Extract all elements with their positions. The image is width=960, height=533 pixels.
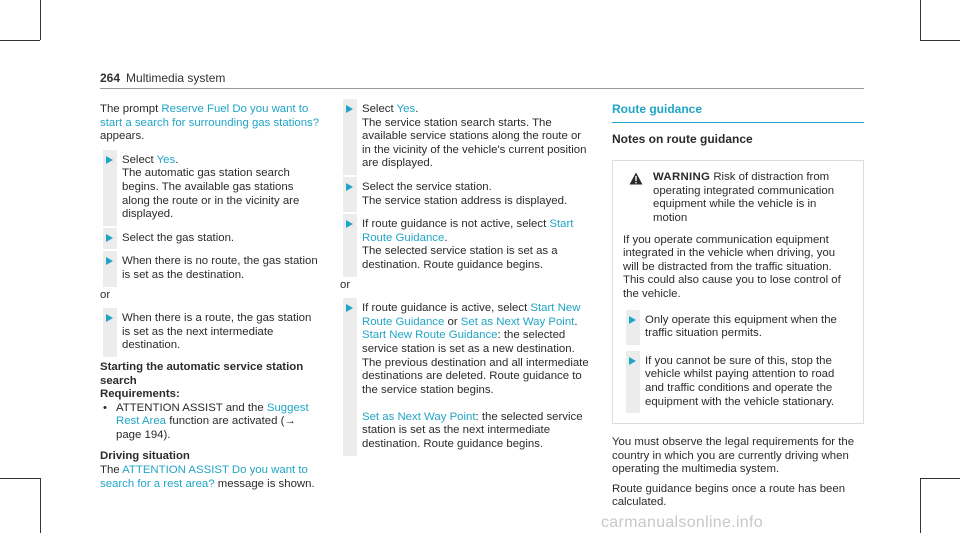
text: Select <box>122 153 157 166</box>
display-message: Reserve Fuel Do you want to start a search for surrounding gas stations? <box>100 103 320 129</box>
display-option: Start Route Guidance <box>362 218 574 244</box>
arrow-right-icon <box>346 304 353 312</box>
instruction-step <box>100 255 322 282</box>
text: appears. <box>100 130 145 143</box>
text: function are activated (→ page 194). <box>116 415 296 441</box>
text: If route guidance is active, select <box>362 302 531 315</box>
intro-paragraph <box>100 103 322 144</box>
arrow-right-icon <box>106 314 113 322</box>
body-paragraph: You must observe the legal requirements for the country in which you are currently driving when operating the multimedia system. <box>612 436 855 476</box>
subsection-heading: Notes on route guidance <box>612 131 753 146</box>
instruction-step <box>340 181 592 208</box>
page-header <box>100 71 225 85</box>
crop-mark <box>920 40 960 41</box>
option-description: : the selected service station is set as the next intermediate destination. Route guidance begins. <box>362 410 583 451</box>
instruction-step <box>100 154 322 222</box>
section-heading: Route guidance <box>612 103 864 123</box>
text: . <box>574 315 578 328</box>
display-option: Start New Route Guidance <box>362 302 581 328</box>
display-option: Set as Next Way Point <box>460 315 575 328</box>
display-option: Start New Route Guidance <box>362 329 498 342</box>
text: Select the gas station. <box>122 231 235 244</box>
arrow-right-icon <box>629 357 636 365</box>
text: When there is a route, the gas station is set as the next intermediate destination. <box>122 312 312 352</box>
arrow-right-icon <box>346 105 353 113</box>
text: The <box>100 464 123 477</box>
warning-triangle-icon <box>629 172 643 190</box>
text: ATTENTION ASSIST and the <box>116 401 267 414</box>
text: message is shown. <box>214 477 315 490</box>
column-middle <box>340 103 592 458</box>
crop-mark <box>920 0 921 40</box>
display-option: Suggest Rest Area <box>116 401 309 428</box>
instruction-step <box>340 302 592 452</box>
text: . <box>444 231 448 244</box>
step-result: The service station address is displayed. <box>362 194 568 207</box>
warning-body: If you operate communication equipment integrated in the vehicle when driving, you will be distracted from the traffic situation. This could also cause you to lose control of the vehicle. <box>623 233 841 300</box>
text: . <box>175 153 179 166</box>
warning-lead: Risk of distraction from operating integrated communication equipment while the vehicle is in motion <box>653 171 835 224</box>
text: If route guidance is not active, select <box>362 218 550 231</box>
warning-header <box>623 171 853 225</box>
text: The prompt <box>100 103 162 115</box>
text: Select <box>362 103 397 115</box>
text: or <box>444 315 461 328</box>
text: When there is no route, the gas station is set as the destination. <box>122 255 318 281</box>
instruction-step <box>340 218 592 272</box>
watermark: carmanualsonline.info <box>601 514 763 531</box>
arrow-right-icon <box>106 257 113 265</box>
option-description: : the selected service station is set as a new destination. The previous destination and all intermediate destinations are deleted. Route guidance to the service station begins. <box>362 329 589 396</box>
crop-mark <box>40 478 41 533</box>
or-label: or <box>100 288 111 301</box>
header-rule <box>100 88 864 89</box>
warning-title: WARNING <box>653 171 711 184</box>
warning-box <box>612 160 864 424</box>
crop-mark <box>0 40 40 41</box>
page-number: 264 <box>100 71 121 85</box>
display-option: Yes <box>156 153 176 166</box>
text: If you cannot be sure of this, stop the vehicle whilst paying attention to road and traffic conditions and operate the equipment with the vehicle stationary. <box>645 354 835 408</box>
text: . <box>415 103 419 115</box>
arrow-right-icon <box>346 220 353 228</box>
arrow-right-icon <box>106 234 113 242</box>
instruction-step <box>100 312 322 353</box>
crop-mark <box>40 0 41 40</box>
text: Only operate this equipment when the traffic situation permits. <box>645 313 837 340</box>
crop-mark <box>0 478 40 479</box>
warning-step <box>623 355 853 409</box>
instruction-step <box>100 232 322 246</box>
display-message: ATTENTION ASSIST Do you want to search for a rest area? <box>100 464 308 490</box>
crop-mark <box>920 478 921 533</box>
crop-mark <box>920 478 960 479</box>
step-result: The selected service station is set as a destination. Route guidance begins. <box>362 245 558 271</box>
subsection-heading: Starting the automatic service station search <box>100 360 304 387</box>
instruction-step <box>340 103 592 171</box>
arrow-right-icon <box>629 316 636 324</box>
requirement-item <box>100 402 322 443</box>
step-result: The automatic gas station search begins. The available gas stations along the route or in the vicinity are displayed. <box>122 167 300 221</box>
column-left <box>100 103 322 491</box>
step-result: The service station search starts. The available service stations along the route or in the vicinity of the vehicle's current position are displayed. <box>362 116 587 170</box>
text: Select the service station. <box>362 180 492 193</box>
bullet-icon: • <box>103 401 107 414</box>
warning-step <box>623 314 853 341</box>
or-label: or <box>340 278 351 291</box>
driving-situation-text <box>100 464 322 491</box>
arrow-right-icon <box>346 183 353 191</box>
driving-situation-heading: Driving situation <box>100 450 190 463</box>
column-right <box>612 103 864 516</box>
body-paragraph: Route guidance begins once a route has been calculated. <box>612 482 846 509</box>
display-option: Set as Next Way Point <box>362 410 476 423</box>
display-option: Yes <box>396 103 416 115</box>
arrow-right-icon <box>106 156 113 164</box>
section-title: Multimedia system <box>126 71 226 85</box>
requirements-heading: Requirements: <box>100 388 180 401</box>
